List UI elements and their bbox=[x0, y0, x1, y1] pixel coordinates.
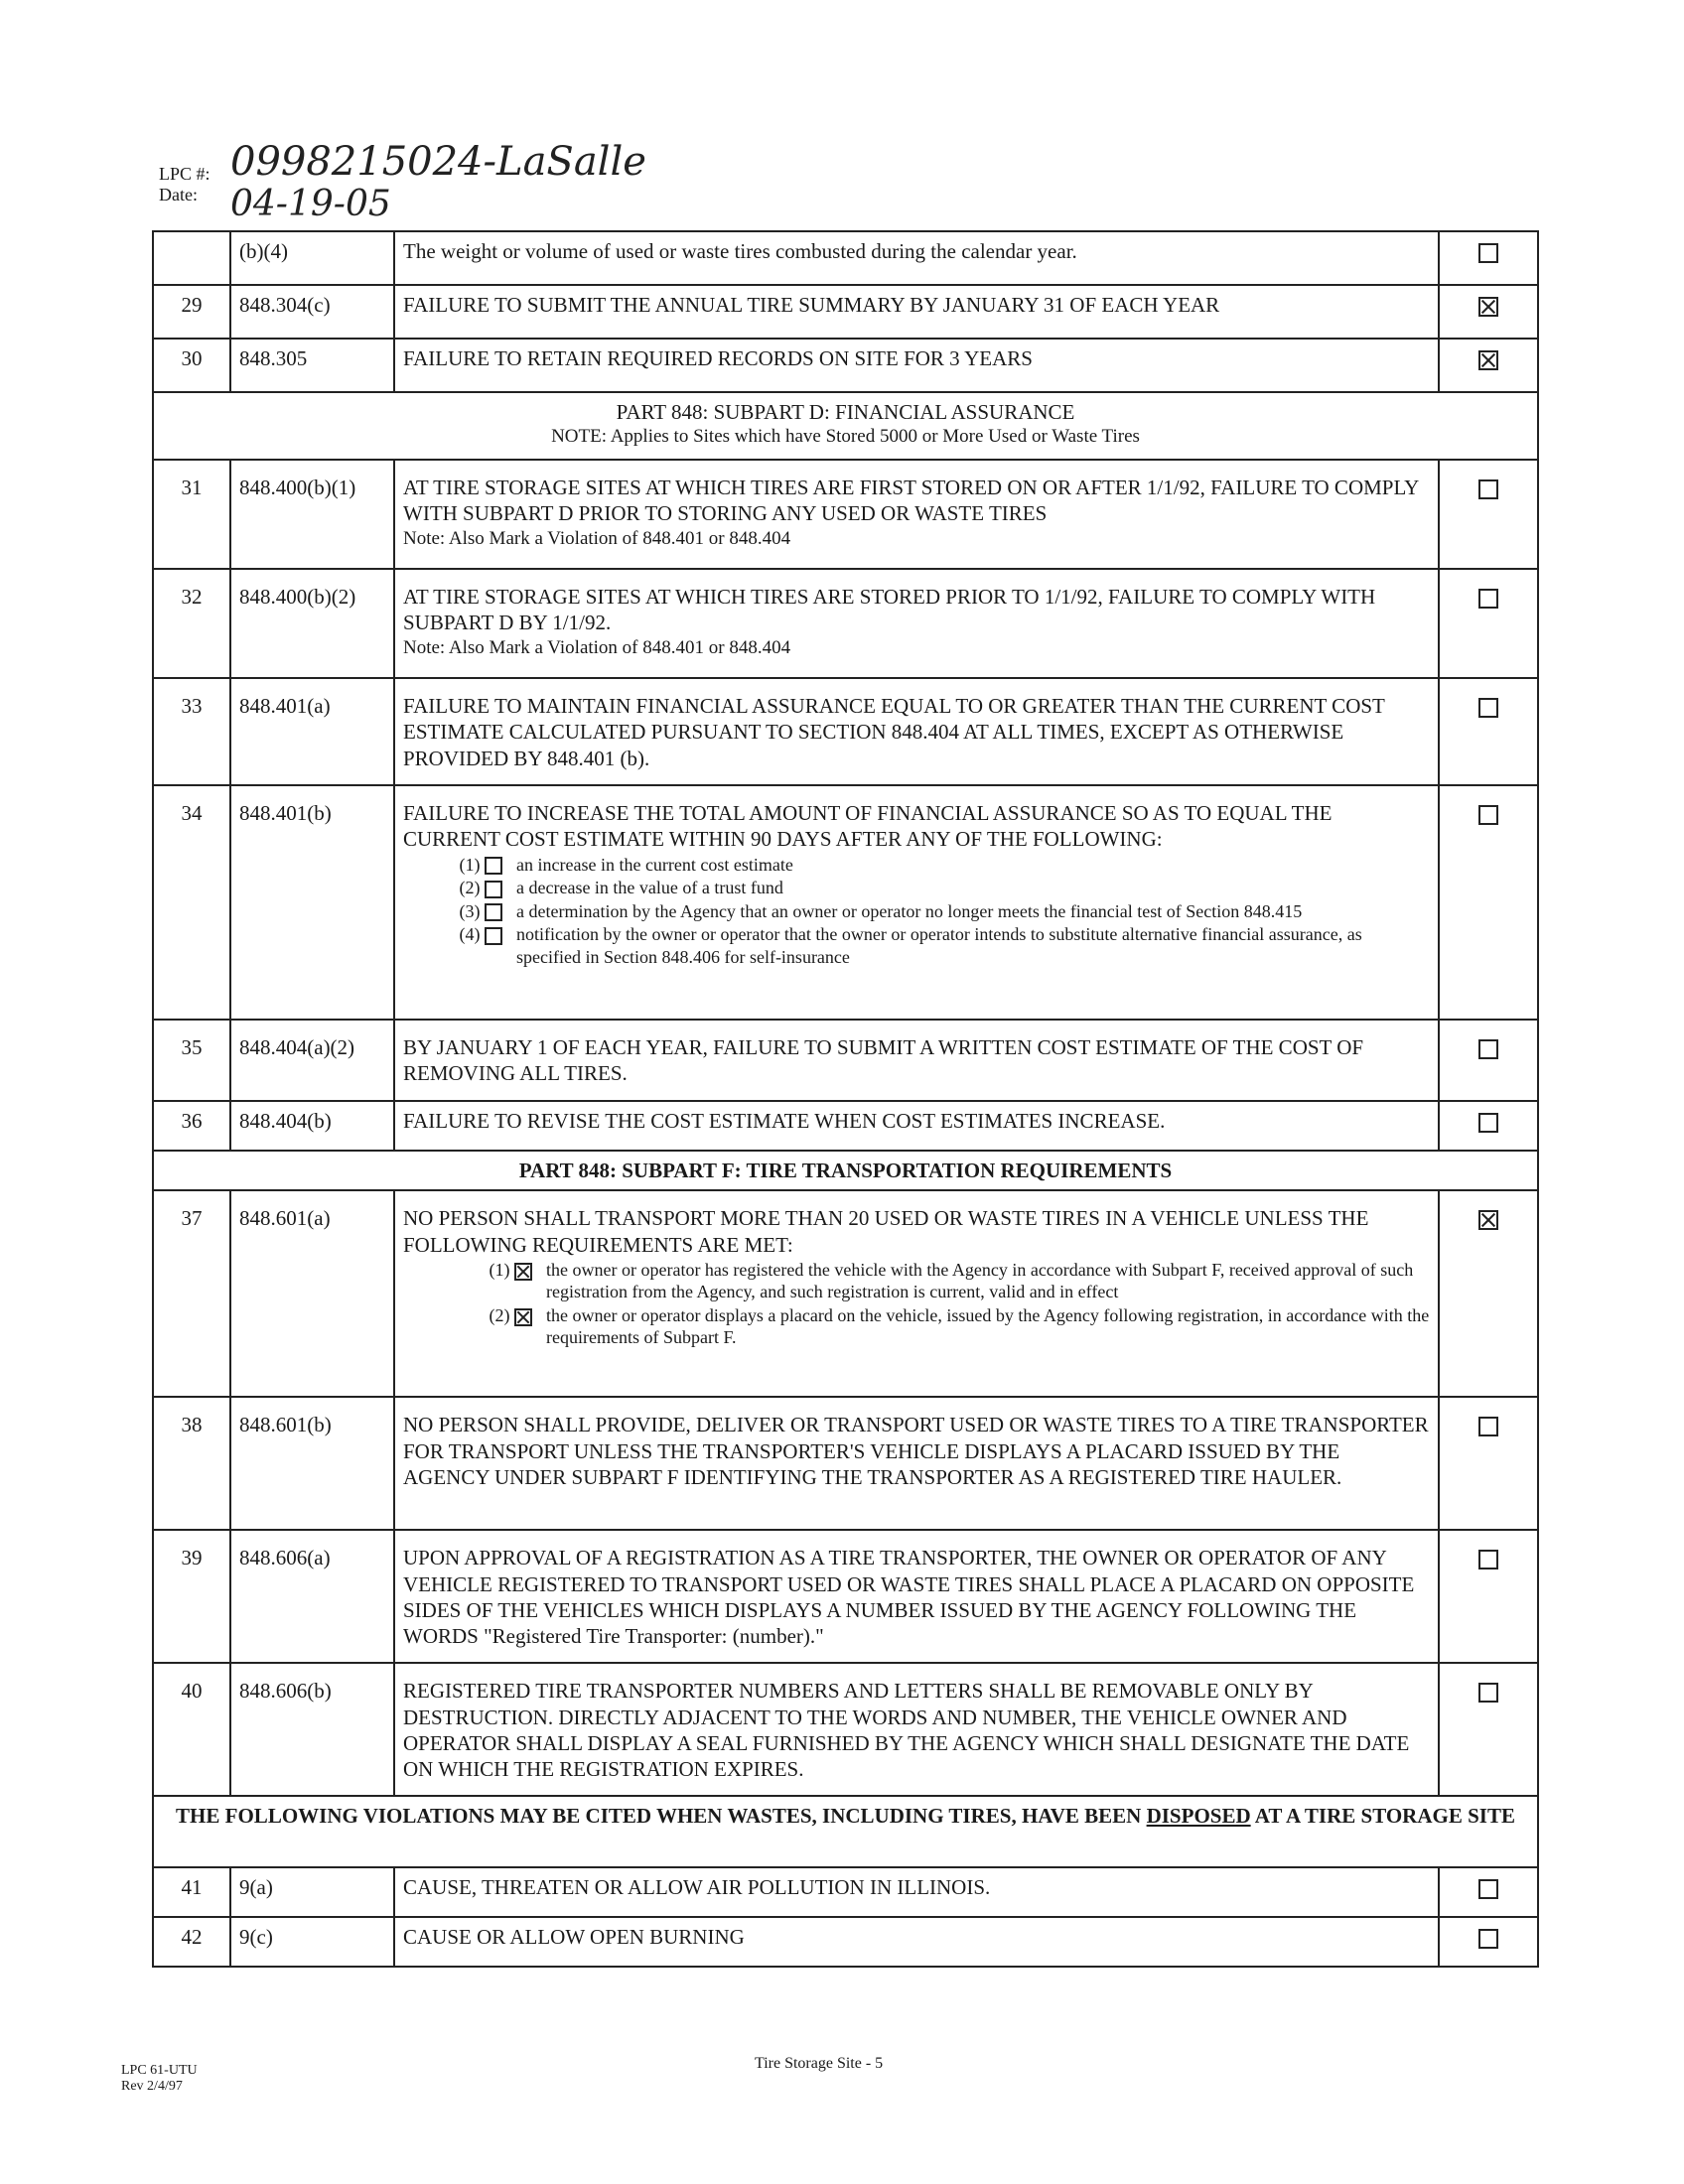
table-row bbox=[153, 1190, 1538, 1397]
violation-checkbox[interactable] bbox=[1478, 1683, 1498, 1703]
row-text: FAILURE TO MAINTAIN FINANCIAL ASSURANCE EQUAL TO OR GREATER THAN THE CURRENT COST ESTIMATE CALCULATED PURSUANT TO SECTION 848.404 AT ALL TIMES, EXCEPT AS OTHERWISE PROVIDED BY 848.401 (b). bbox=[394, 678, 1439, 785]
violation-checkbox[interactable] bbox=[1478, 1879, 1498, 1899]
row-section: 848.606(a) bbox=[230, 1530, 394, 1663]
row-number: 37 bbox=[153, 1190, 230, 1397]
row-section: 848.601(b) bbox=[230, 1397, 394, 1530]
date-label: Date: bbox=[159, 185, 198, 205]
sub-option bbox=[403, 854, 1430, 877]
row-section: 848.304(c) bbox=[230, 285, 394, 339]
page-number: Tire Storage Site - 5 bbox=[755, 2055, 884, 2072]
sub-option-label: (3) bbox=[459, 900, 481, 921]
table-row bbox=[153, 785, 1538, 1020]
sub-option bbox=[403, 877, 1430, 899]
row-number: 41 bbox=[153, 1867, 230, 1917]
table-row bbox=[153, 1101, 1538, 1151]
sub-option bbox=[403, 1304, 1430, 1349]
row-text: FAILURE TO RETAIN REQUIRED RECORDS ON SITE FOR 3 YEARS bbox=[394, 339, 1439, 392]
row-number: 33 bbox=[153, 678, 230, 785]
sub-option-checkbox-checked[interactable] bbox=[514, 1263, 532, 1281]
row-text: FAILURE TO REVISE THE COST ESTIMATE WHEN COST ESTIMATES INCREASE. bbox=[394, 1101, 1439, 1151]
row-text: AT TIRE STORAGE SITES AT WHICH TIRES ARE FIRST STORED ON OR AFTER 1/1/92, FAILURE TO COMPLY WITH SUBPART D PRIOR TO STORING ANY USED OR WASTE TIRES bbox=[403, 476, 1419, 526]
sub-option-text: notification by the owner or operator that the owner or operator intends to substitute alternative financial assurance, as specified in Section 848.406 for self-insurance bbox=[516, 924, 1362, 967]
row-section: 848.404(b) bbox=[230, 1101, 394, 1151]
table-row bbox=[153, 569, 1538, 678]
violation-checkbox[interactable] bbox=[1478, 698, 1498, 718]
row-text: NO PERSON SHALL PROVIDE, DELIVER OR TRANSPORT USED OR WASTE TIRES TO A TIRE TRANSPORTER FOR TRANSPORT UNLESS THE TRANSPORTER'S VEHICLE DISPLAYS A PLACARD ISSUED BY THE AGENCY UNDER SUBPART F IDENTIFYING THE TRANSPORTER AS A REGISTERED TIRE HAULER. bbox=[394, 1397, 1439, 1530]
row-text: BY JANUARY 1 OF EACH YEAR, FAILURE TO SUBMIT A WRITTEN COST ESTIMATE OF THE COST OF REMOVING ALL TIRES. bbox=[394, 1020, 1439, 1101]
table-row bbox=[153, 1867, 1538, 1917]
sub-option-text: a decrease in the value of a trust fund bbox=[516, 878, 783, 897]
row-text: FAILURE TO INCREASE THE TOTAL AMOUNT OF FINANCIAL ASSURANCE SO AS TO EQUAL THE CURRENT COST ESTIMATE WITHIN 90 DAYS AFTER ANY OF THE FOLLOWING: bbox=[403, 801, 1333, 852]
lpc-number-handwritten: 0998215024-LaSalle bbox=[230, 139, 646, 185]
table-row bbox=[153, 1917, 1538, 1967]
row-section: 848.606(b) bbox=[230, 1663, 394, 1796]
row-number: 40 bbox=[153, 1663, 230, 1796]
table-row bbox=[153, 339, 1538, 392]
row-number: 30 bbox=[153, 339, 230, 392]
violation-checkbox[interactable] bbox=[1478, 1113, 1498, 1133]
date-handwritten: 04-19-05 bbox=[230, 184, 391, 224]
subpart-d-note: NOTE: Applies to Sites which have Stored 5000 or More Used or Waste Tires bbox=[551, 426, 1140, 448]
sub-option-label: (2) bbox=[489, 1304, 510, 1325]
sub-option-label: (4) bbox=[459, 924, 481, 944]
row-number: 42 bbox=[153, 1917, 230, 1967]
violation-checkbox[interactable] bbox=[1478, 1929, 1498, 1949]
row-section: 9(c) bbox=[230, 1917, 394, 1967]
row-number: 32 bbox=[153, 569, 230, 678]
violation-checkbox[interactable] bbox=[1478, 805, 1498, 825]
sub-option-text: the owner or operator displays a placard on the vehicle, issued by the Agency following registration, in accordance with the requirements of Subpart F. bbox=[546, 1304, 1430, 1348]
row-number: 35 bbox=[153, 1020, 230, 1101]
table-row bbox=[153, 460, 1538, 569]
form-id: LPC 61-UTU bbox=[121, 2063, 198, 2078]
row-text: FAILURE TO SUBMIT THE ANNUAL TIRE SUMMARY BY JANUARY 31 OF EACH YEAR bbox=[394, 285, 1439, 339]
section-header-row bbox=[153, 1796, 1538, 1867]
form-revision: Rev 2/4/97 bbox=[121, 2079, 183, 2094]
subpart-f-title: PART 848: SUBPART F: TIRE TRANSPORTATION REQUIREMENTS bbox=[153, 1151, 1538, 1190]
sub-option-label: (1) bbox=[459, 854, 481, 875]
violation-checkbox-checked[interactable] bbox=[1478, 350, 1498, 370]
row-section: 848.601(a) bbox=[230, 1190, 394, 1397]
row-number: 34 bbox=[153, 785, 230, 1020]
violation-checkbox[interactable] bbox=[1478, 1550, 1498, 1570]
row-number bbox=[153, 231, 230, 285]
row-text: NO PERSON SHALL TRANSPORT MORE THAN 20 USED OR WASTE TIRES IN A VEHICLE UNLESS THE FOLLOWING REQUIREMENTS ARE MET: bbox=[403, 1206, 1369, 1257]
row-number: 38 bbox=[153, 1397, 230, 1530]
violation-checkbox-checked[interactable] bbox=[1478, 297, 1498, 317]
row-number: 39 bbox=[153, 1530, 230, 1663]
violation-checkbox[interactable] bbox=[1478, 479, 1498, 499]
disposed-header bbox=[153, 1796, 1538, 1867]
table-row bbox=[153, 231, 1538, 285]
row-section: (b)(4) bbox=[230, 231, 394, 285]
row-section: 848.404(a)(2) bbox=[230, 1020, 394, 1101]
violation-checkbox[interactable] bbox=[1478, 589, 1498, 609]
sub-option-text: the owner or operator has registered the vehicle with the Agency in accordance with Subpart F, received approval of such registration from the Agency, and such registration is current, valid and in effect bbox=[546, 1259, 1414, 1302]
sub-option-label: (1) bbox=[489, 1259, 510, 1280]
table-row bbox=[153, 1663, 1538, 1796]
sub-option-checkbox[interactable] bbox=[485, 927, 502, 945]
row-section: 848.305 bbox=[230, 339, 394, 392]
section-header-row bbox=[153, 392, 1538, 460]
table-row bbox=[153, 1020, 1538, 1101]
violation-checkbox-checked[interactable] bbox=[1478, 1210, 1498, 1230]
sub-option-text: a determination by the Agency that an owner or operator no longer meets the financial test of Section 848.415 bbox=[516, 900, 1303, 921]
violations-table bbox=[152, 230, 1539, 1968]
sub-option bbox=[403, 923, 1430, 968]
row-section: 848.401(a) bbox=[230, 678, 394, 785]
row-note: Note: Also Mark a Violation of 848.401 or 848.404 bbox=[403, 527, 791, 549]
violation-checkbox[interactable] bbox=[1478, 243, 1498, 263]
row-section: 848.400(b)(2) bbox=[230, 569, 394, 678]
row-section: 9(a) bbox=[230, 1867, 394, 1917]
sub-option-checkbox[interactable] bbox=[485, 881, 502, 898]
violation-checkbox[interactable] bbox=[1478, 1039, 1498, 1059]
disposed-header-text-end: AT A TIRE STORAGE SITE bbox=[1254, 1804, 1515, 1829]
row-number: 29 bbox=[153, 285, 230, 339]
sub-option-checkbox-checked[interactable] bbox=[514, 1308, 532, 1326]
disposed-header-text: THE FOLLOWING VIOLATIONS MAY BE CITED WHEN WASTES, INCLUDING TIRES, HAVE BEEN bbox=[176, 1804, 1142, 1829]
sub-option bbox=[403, 1259, 1430, 1303]
table-row bbox=[153, 285, 1538, 339]
row-number: 36 bbox=[153, 1101, 230, 1151]
violation-checkbox[interactable] bbox=[1478, 1417, 1498, 1436]
row-text: REGISTERED TIRE TRANSPORTER NUMBERS AND LETTERS SHALL BE REMOVABLE ONLY BY DESTRUCTION. DIRECTLY ADJACENT TO THE WORDS AND NUMBER, THE VEHICLE OWNER AND OPERATOR SHALL DISPLAY A SEAL FURNISHED BY THE AGENCY WHICH SHALL DESIGNATE THE DATE ON WHICH THE REGISTRATION EXPIRES. bbox=[394, 1663, 1439, 1796]
table-row bbox=[153, 1397, 1538, 1530]
table-row bbox=[153, 1530, 1538, 1663]
row-section: 848.401(b) bbox=[230, 785, 394, 1020]
sub-option-text: an increase in the current cost estimate bbox=[516, 854, 793, 875]
sub-option-checkbox[interactable] bbox=[485, 857, 502, 875]
row-number: 31 bbox=[153, 460, 230, 569]
sub-option bbox=[403, 900, 1430, 923]
sub-option-checkbox[interactable] bbox=[485, 903, 502, 921]
sub-option-label: (2) bbox=[459, 878, 481, 897]
table-row bbox=[153, 678, 1538, 785]
disposed-header-underlined: DISPOSED bbox=[1146, 1804, 1251, 1829]
row-text: CAUSE OR ALLOW OPEN BURNING bbox=[394, 1917, 1439, 1967]
row-text: The weight or volume of used or waste tires combusted during the calendar year. bbox=[394, 231, 1439, 285]
row-text: UPON APPROVAL OF A REGISTRATION AS A TIRE TRANSPORTER, THE OWNER OR OPERATOR OF ANY VEHICLE REGISTERED TO TRANSPORT USED OR WASTE TIRES SHALL PLACE A PLACARD ON OPPOSITE SIDES OF THE VEHICLES WHICH DISPLAYS A NUMBER ISSUED BY THE AGENCY FOLLOWING THE WORDS "Registered Tire Transporter: (number)." bbox=[394, 1530, 1439, 1663]
row-note: Note: Also Mark a Violation of 848.401 or 848.404 bbox=[403, 636, 791, 658]
lpc-label: LPC #: bbox=[159, 164, 210, 184]
row-text: AT TIRE STORAGE SITES AT WHICH TIRES ARE STORED PRIOR TO 1/1/92, FAILURE TO COMPLY WITH SUBPART D BY 1/1/92. bbox=[403, 585, 1376, 635]
section-header-row bbox=[153, 1151, 1538, 1190]
row-section: 848.400(b)(1) bbox=[230, 460, 394, 569]
subpart-d-title: PART 848: SUBPART D: FINANCIAL ASSURANCE bbox=[616, 400, 1075, 424]
row-text: CAUSE, THREATEN OR ALLOW AIR POLLUTION IN ILLINOIS. bbox=[394, 1867, 1439, 1917]
